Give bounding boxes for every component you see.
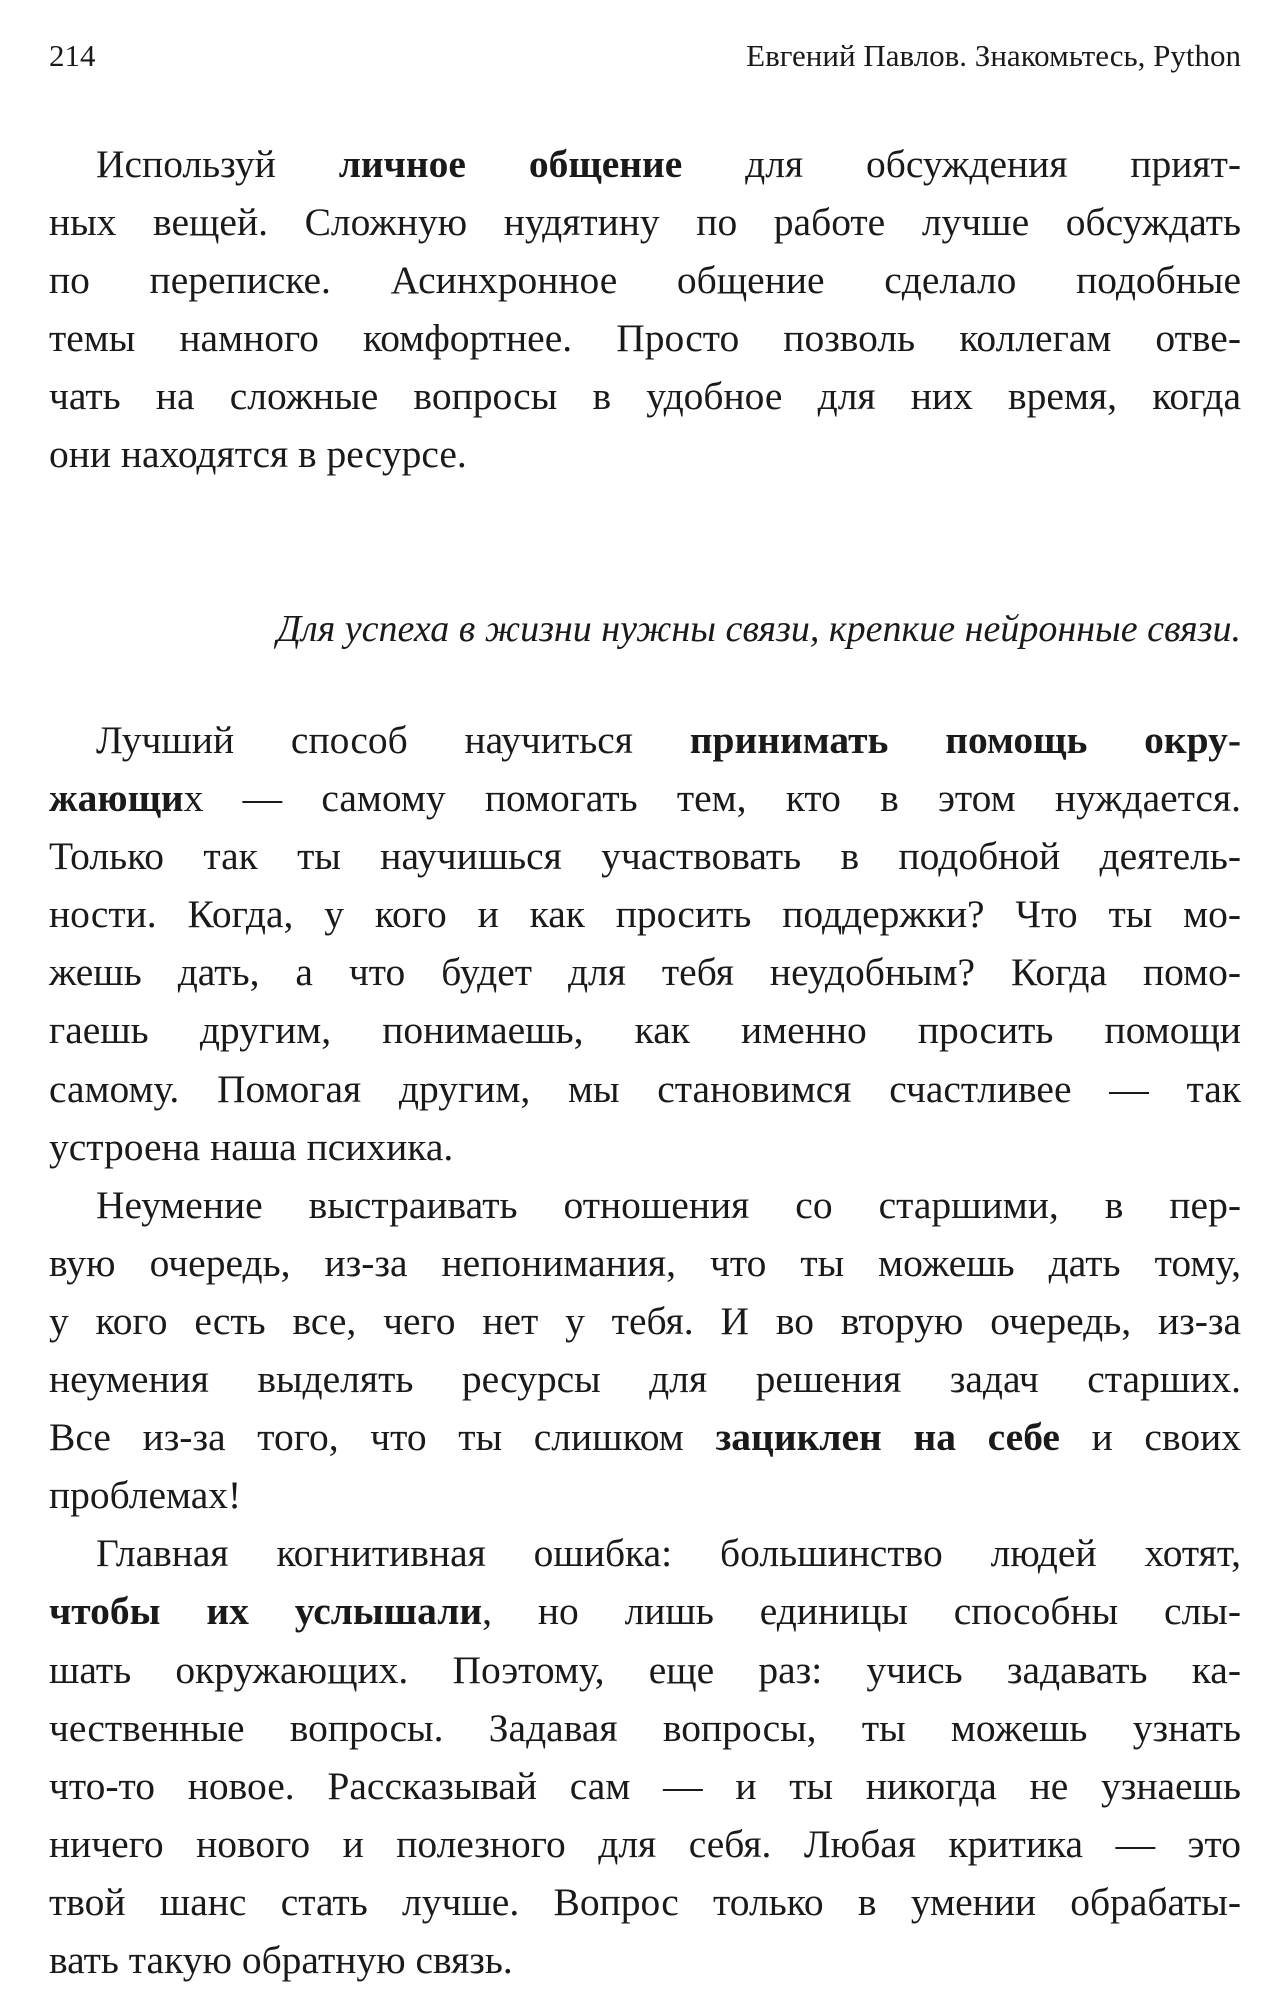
bold-emphasis: чтобы их услышали [49, 1589, 483, 1634]
text-run: Главная когнитивная ошибка: большинство людей хотят, [96, 1531, 1241, 1576]
running-title: Евгений Павлов. Знакомьтесь, Python [746, 38, 1241, 73]
text-line [49, 193, 1241, 251]
text-run: устроена наша психика. [49, 1124, 454, 1169]
paragraph [49, 711, 1241, 1176]
text-run: неумения выделять ресурсы для решения задач старших. [49, 1357, 1241, 1402]
text-run: и своих [1059, 1415, 1241, 1460]
text-line [49, 769, 1241, 827]
text-line [49, 1757, 1241, 1815]
text-run: по переписке. Асинхронное общение сделало подобные [49, 258, 1241, 303]
text-run: Неумение выстраивать отношения со старшими, в пер- [96, 1182, 1241, 1227]
text-run: вать такую обратную связь. [49, 1937, 513, 1982]
paragraph [49, 1176, 1241, 1525]
text-line [49, 1408, 1241, 1466]
text-line [49, 1234, 1241, 1292]
text-run: х — самому помогать тем, кто в этом нуждается. [183, 776, 1241, 821]
text-line [49, 711, 1241, 769]
text-line [49, 1176, 1241, 1234]
page-number: 214 [49, 38, 96, 73]
epigraph: Для успеха в жизни нужны связи, крепкие нейронные связи. [276, 608, 1241, 650]
text-run: для обсуждения прият- [682, 142, 1241, 186]
text-line [49, 1350, 1241, 1408]
text-line [49, 1292, 1241, 1350]
text-line [49, 425, 1241, 483]
text-line [49, 1641, 1241, 1699]
text-run: , но лишь единицы способны слы- [482, 1589, 1241, 1634]
text-line [49, 827, 1241, 885]
text-line [49, 1815, 1241, 1873]
text-run: самому. Помогая другим, мы становимся счастливее — так [49, 1066, 1241, 1111]
text-line [49, 1582, 1241, 1640]
text-run: ности. Когда, у кого и как просить поддержки? Что ты мо- [49, 892, 1241, 937]
text-run: чественные вопросы. Задавая вопросы, ты можешь узнать [49, 1705, 1241, 1750]
text-line [49, 1001, 1241, 1059]
paragraph [49, 1524, 1241, 1989]
text-run: шать окружающих. Поэтому, еще раз: учись задавать ка- [49, 1647, 1241, 1692]
text-line [49, 1873, 1241, 1931]
text-run: у кого есть все, чего нет у тебя. И во вторую очередь, из-за [49, 1298, 1241, 1343]
text-run: темы намного комфортнее. Просто позволь коллегам отве- [49, 316, 1241, 361]
text-run: ных вещей. Сложную нудятину по работе лучше обсуждать [49, 200, 1241, 245]
text-run: что-то новое. Рассказывай сам — и ты никогда не узнаешь [49, 1763, 1241, 1808]
body-text [49, 711, 1241, 1989]
text-line [49, 367, 1241, 425]
text-run: они находятся в ресурсе. [49, 432, 467, 477]
text-line [49, 135, 1241, 193]
text-run: Используй [96, 142, 339, 186]
text-line [49, 1060, 1241, 1118]
text-line [49, 885, 1241, 943]
text-line [49, 1699, 1241, 1757]
text-run: чать на сложные вопросы в удобное для них время, когда [49, 374, 1241, 419]
text-line [49, 943, 1241, 1001]
paragraph [49, 135, 1241, 484]
bold-emphasis: зациклен на себе [715, 1415, 1060, 1460]
text-line [49, 309, 1241, 367]
bold-emphasis: личное общение [338, 142, 683, 186]
bold-emphasis: жающи [49, 776, 184, 821]
text-run: Лучший способ научиться [96, 718, 690, 762]
text-line [49, 1466, 1241, 1524]
text-run: Все из-за того, что ты слишком [49, 1415, 716, 1460]
text-run: жешь дать, а что будет для тебя неудобным? Когда помо- [49, 950, 1241, 995]
text-run: проблемах! [49, 1473, 242, 1518]
bold-emphasis: принимать помощь окру- [689, 718, 1241, 762]
text-line [49, 1931, 1241, 1989]
text-line [49, 1524, 1241, 1582]
text-run: вую очередь, из-за непонимания, что ты можешь дать тому, [49, 1240, 1241, 1285]
text-line [49, 1118, 1241, 1176]
text-line [49, 251, 1241, 309]
text-run: Только так ты научишься участвовать в подобной деятель- [49, 834, 1241, 879]
text-run: твой шанс стать лучше. Вопрос только в умении обрабаты- [49, 1879, 1241, 1924]
text-run: гаешь другим, понимаешь, как именно просить помощи [49, 1008, 1241, 1053]
text-run: ничего нового и полезного для себя. Любая критика — это [49, 1821, 1241, 1866]
